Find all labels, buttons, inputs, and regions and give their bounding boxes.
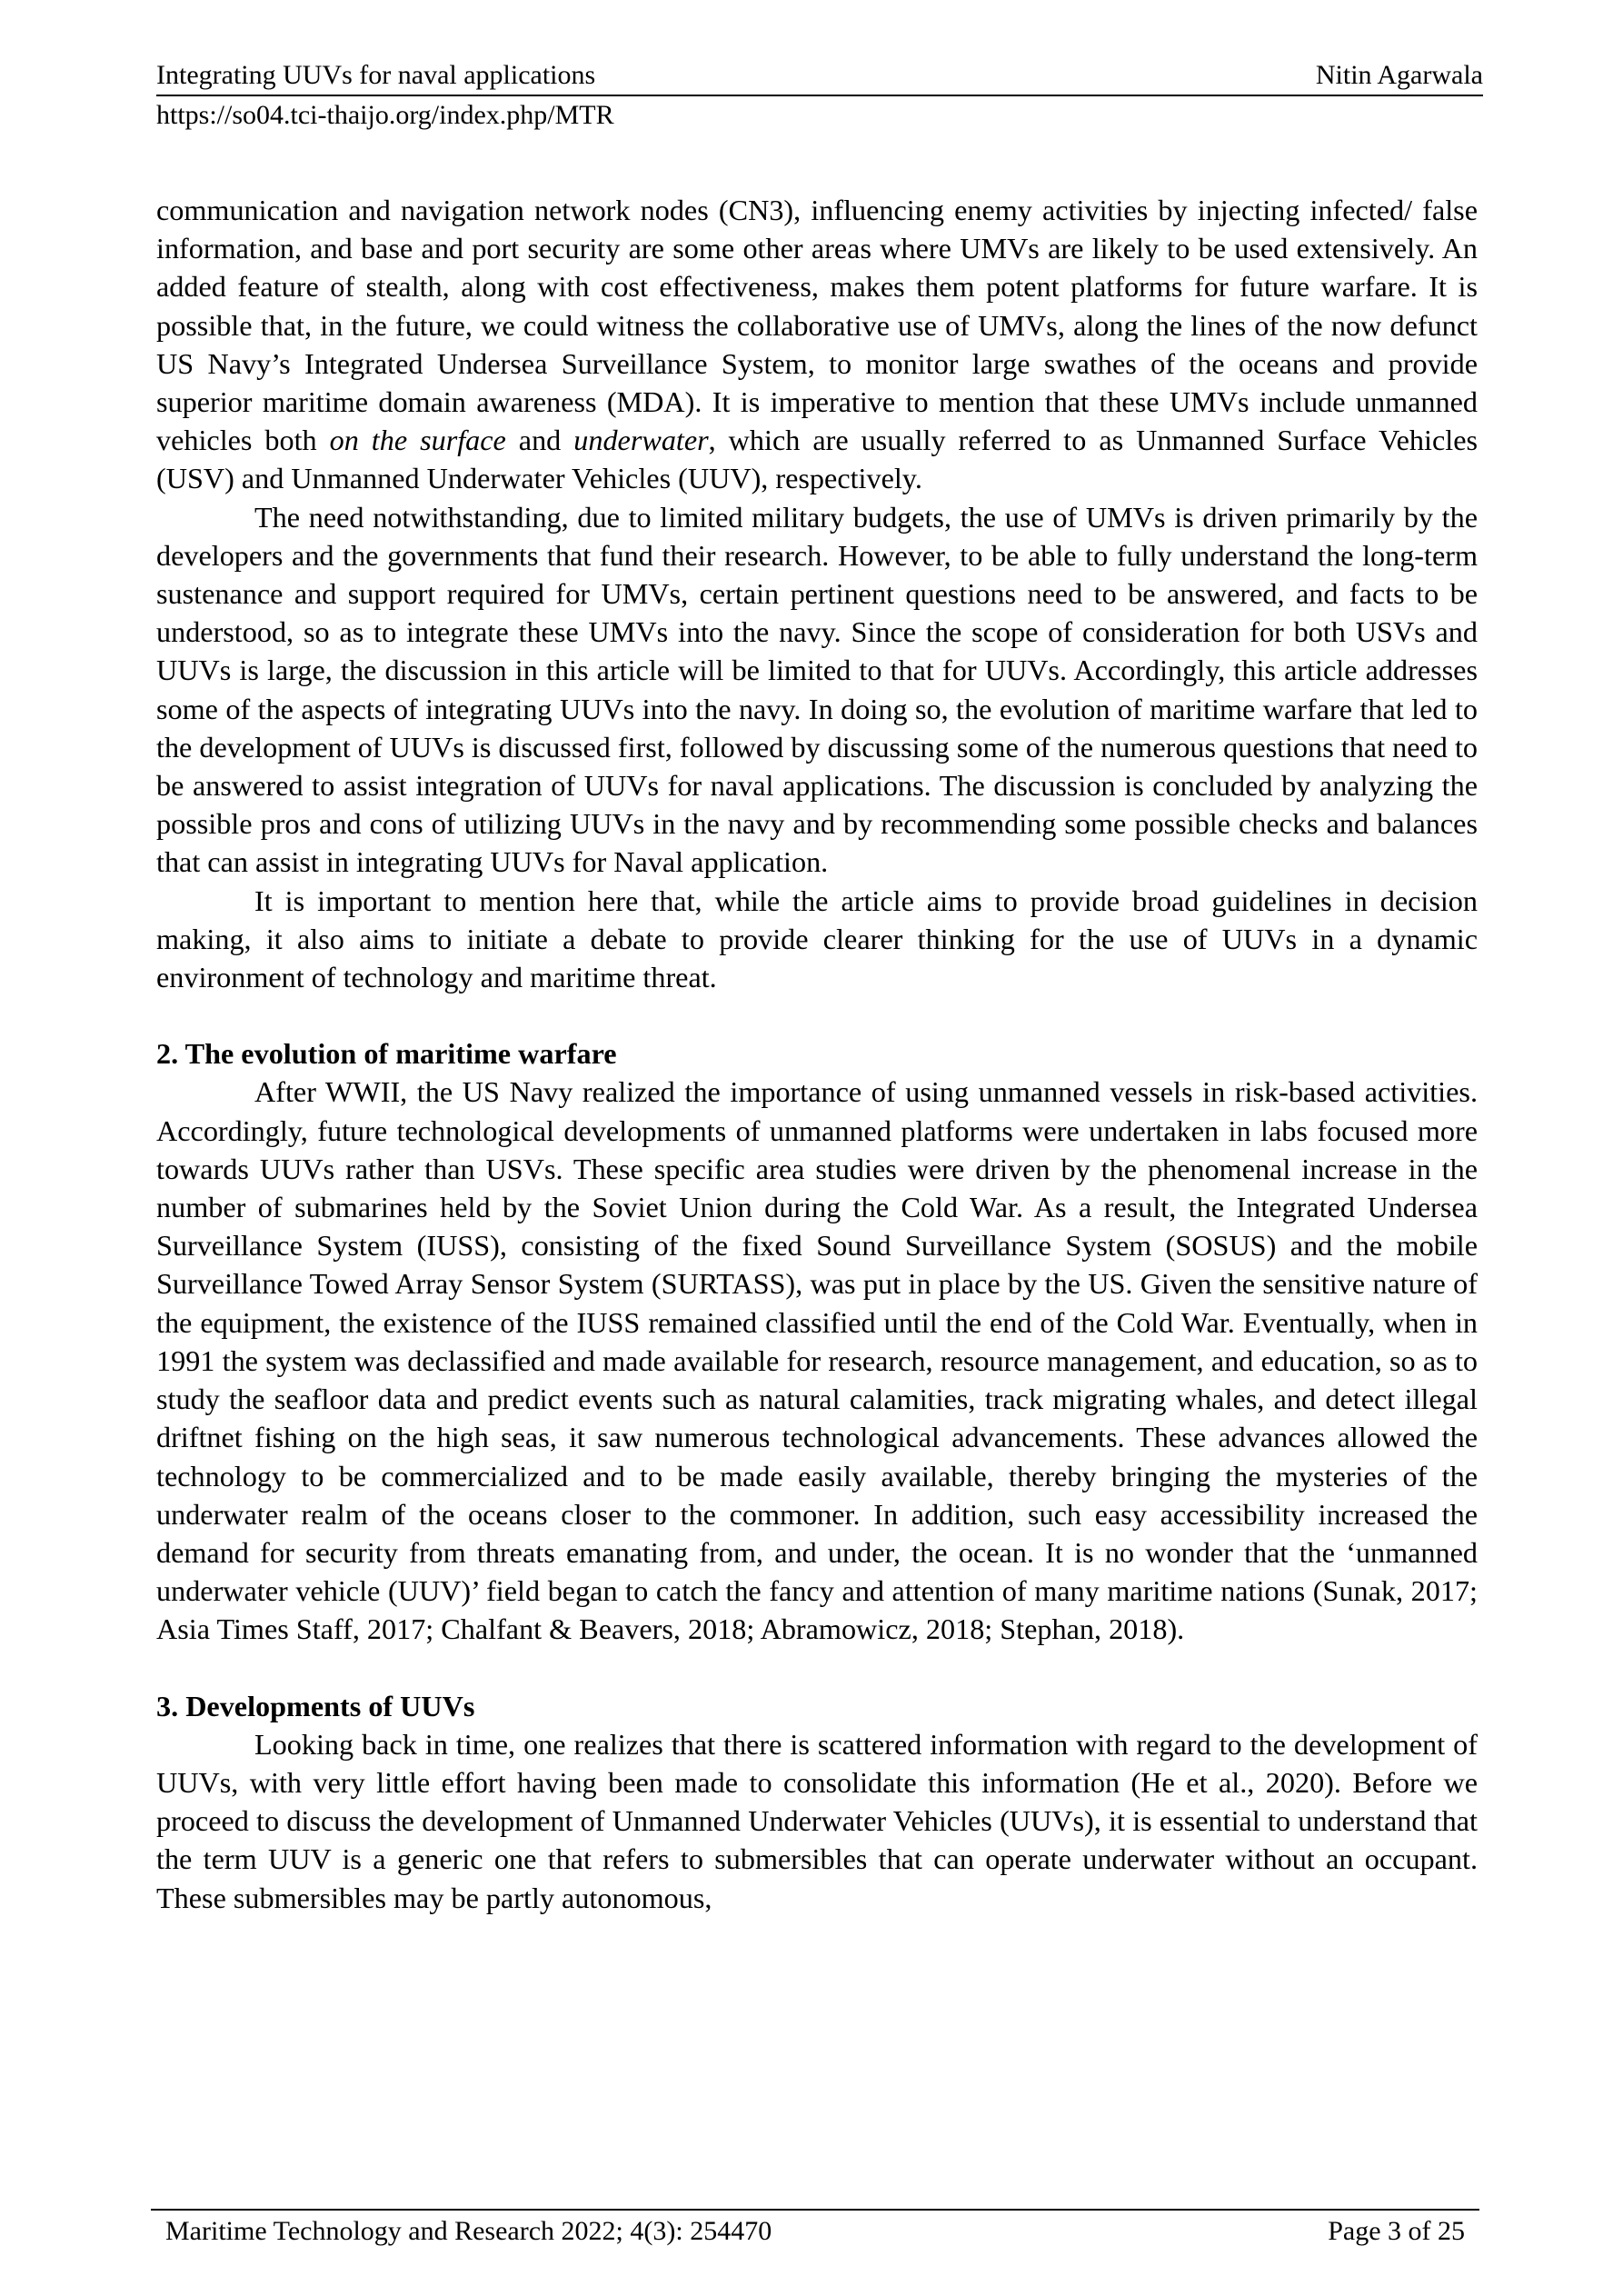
page-footer	[151, 2209, 1479, 2249]
header-top-row	[156, 58, 1483, 96]
paragraph-1	[156, 191, 1478, 498]
footer-page-number: Page 3 of 25	[1328, 2216, 1465, 2246]
paragraph-3: It is important to mention here that, while the article aims to provide broad guidelines in decision making, it also aims to initiate a debate to provide clearer thinking for the use of UUVs in a dynamic environment of technology and maritime threat.	[156, 883, 1478, 994]
section-2-heading: 2. The evolution of maritime warfare	[156, 1037, 617, 1071]
journal-url: https://so04.tci-thaijo.org/index.php/MTR	[156, 100, 614, 130]
running-header	[156, 58, 1483, 133]
paragraph-1-text-a: communication and navigation network nodes (CN3), influencing enemy activities by injecting infected/ false information, and base and port security are some other areas where UMVs are likely to be used extensively. An added feature of stealth, along with cost effectiveness, makes them potent platforms for future warfare. It is possible that, in the future, we could witness the collaborative use of UMVs, along the lines of the now defunct US Navy’s Integrated Undersea Surveillance System, to monitor large swathes of the oceans and provide superior maritime domain awareness (MDA). It is imperative to mention that these UMVs include unmanned vehicles both	[156, 194, 1478, 457]
paragraph-1-text-b: and	[505, 424, 574, 457]
section-2-paragraph: After WWII, the US Navy realized the importance of using unmanned vessels in risk-based activities. Accordingly, future technological developments of unmanned platforms were undertaken in labs focused more towards UUVs rather than USVs. These specific area studies were driven by the phenomenal increase in the number of submarines held by the Soviet Union during the Cold War. As a result, the Integrated Undersea Surveillance System (IUSS), consisting of the fixed Sound Surveillance System (SOSUS) and the mobile Surveillance Towed Array Sensor System (SURTASS), was put in place by the US. Given the sensitive nature of the equipment, the existence of the IUSS remained classified until the end of the Cold War. Eventually, when in 1991 the system was declassified and made available for research, resource management, and education, so as to study the seafloor data and predict events such as natural calamities, track migrating whales, and detect illegal driftnet fishing on the high seas, it saw numerous technological advancements. These advances allowed the technology to be commercialized and to be made easily available, thereby bringing the mysteries of the underwater realm of the oceans closer to the commoner. In addition, such easy accessibility increased the demand for security from threats emanating from, and under, the ocean. It is no wonder that the ‘unmanned underwater vehicle (UUV)’ field began to catch the fancy and attention of many maritime nations (Sunak, 2017; Asia Times Staff, 2017; Chalfant & Beavers, 2018; Abramowicz, 2018; Stephan, 2018).	[156, 1075, 1478, 1646]
footer-citation: Maritime Technology and Research 2022; 4(3): 254470	[165, 2216, 772, 2246]
running-author: Nitin Agarwala	[1315, 60, 1483, 90]
article-body	[156, 191, 1478, 1917]
paragraph-1-emphasis-a: on the surface	[329, 424, 506, 457]
running-title: Integrating UUVs for naval applications	[156, 60, 596, 90]
paragraph-1-emphasis-b: underwater	[573, 424, 709, 457]
section-3-paragraph: Looking back in time, one realizes that there is scattered information with regard to the development of UUVs, with very little effort having been made to consolidate this information (He et al., 2020). Before we proceed to discuss the development of Unmanned Underwater Vehicles (UUVs), it is essential to understand that the term UUV is a generic one that refers to submersibles that can operate underwater without an occupant. These submersibles may be partly autonomous,	[156, 1727, 1478, 1914]
paragraph-2: The need notwithstanding, due to limited military budgets, the use of UMVs is driven primarily by the developers and the governments that fund their research. However, to be able to fully understand the long-term sustenance and support required for UMVs, certain pertinent questions need to be answered, and facts to be understood, so as to integrate these UMVs into the navy. Since the scope of consideration for both USVs and UUVs is large, the discussion in this article will be limited to that for UUVs. Accordingly, this article addresses some of the aspects of integrating UUVs into the navy. In doing so, the evolution of maritime warfare that led to the development of UUVs is discussed first, followed by discussing some of the numerous questions that need to be answered to assist integration of UUVs for naval applications. The discussion is concluded by analyzing the possible pros and cons of utilizing UUVs in the navy and by recommending some possible checks and balances that can assist in integrating UUVs for Naval application.	[156, 500, 1478, 879]
paragraph-1-text-c: , which are usually referred to as Unmanned Surface Vehicles (USV) and Unmanned Underwater Vehicles (UUV), respectively.	[156, 424, 1479, 495]
section-3-heading: 3. Developments of UUVs	[156, 1689, 475, 1722]
